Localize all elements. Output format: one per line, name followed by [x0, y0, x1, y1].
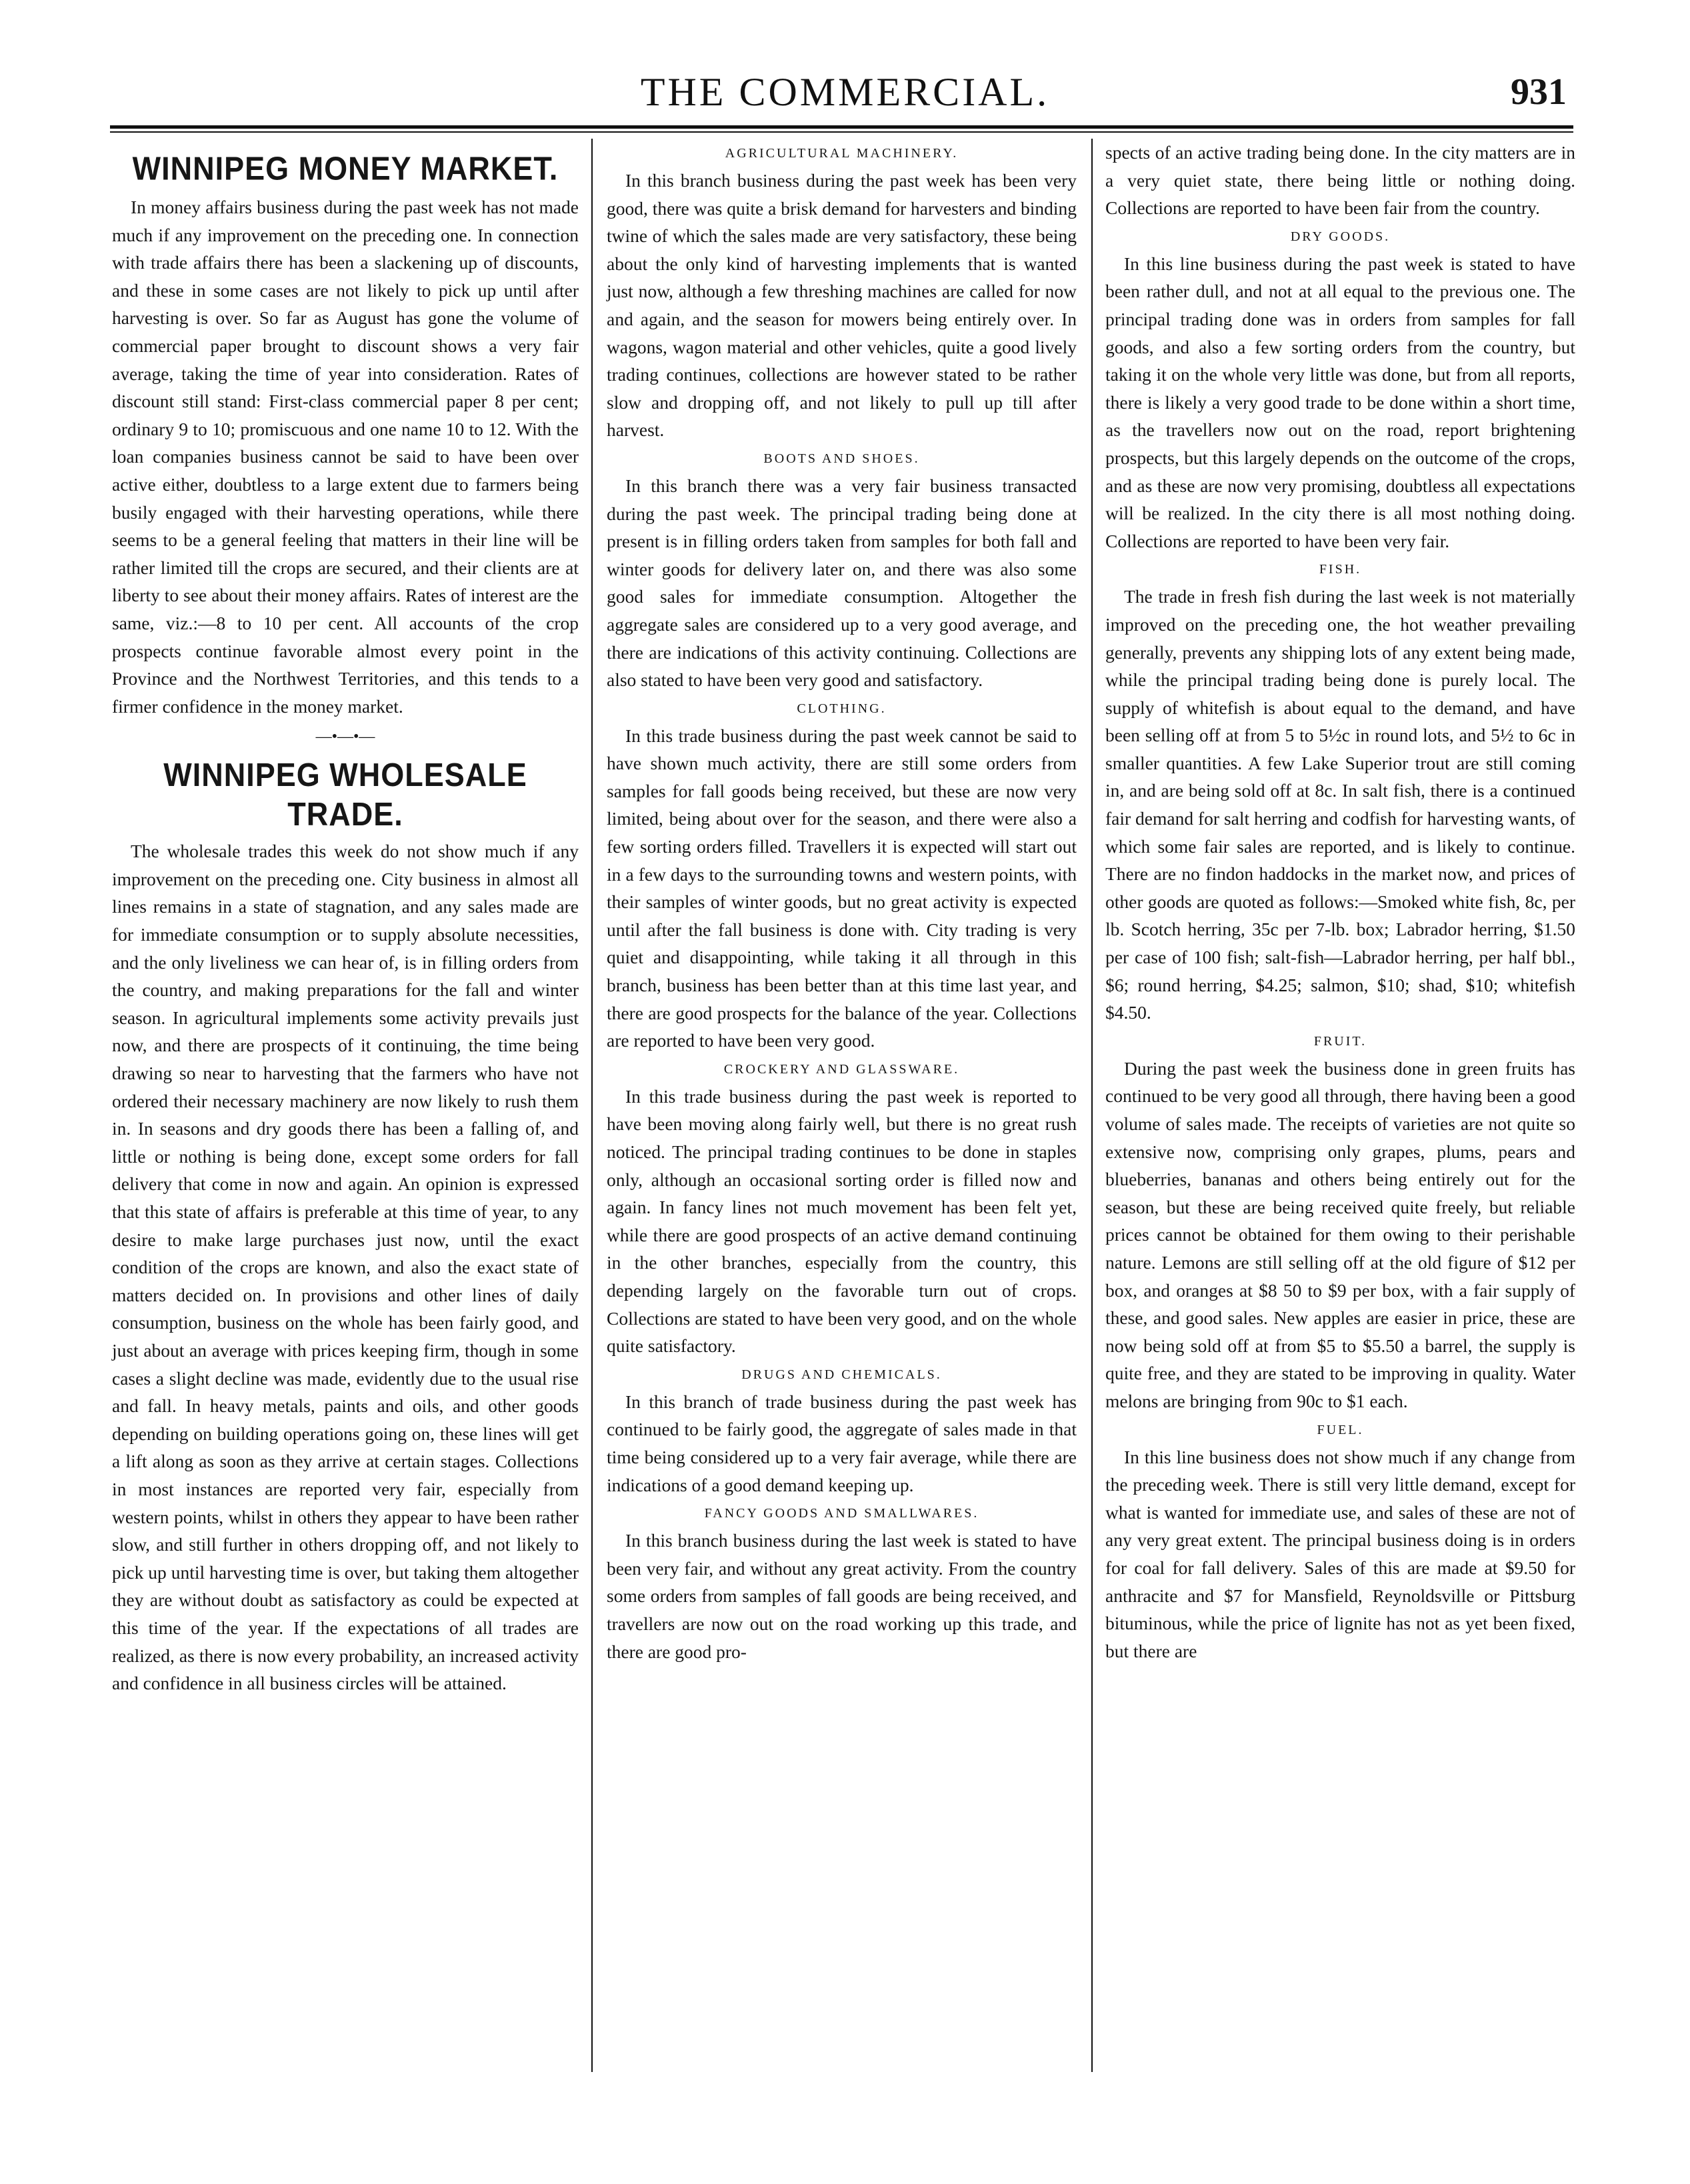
column-1	[112, 139, 579, 1697]
masthead	[110, 65, 1580, 119]
article-boots-shoes: In this branch there was a very fair business transacted during the past week. The principal trading being done at present is in filling orders taken from samples for both fall and winter goods for delivery later on, and there was also some good sales for immediate consumption. Altogether the aggregate sales are considered up to a very good average, and there are indications of this activity continuing. Collections are also stated to have been very good and satisfactory.	[607, 475, 1077, 691]
heading-fish: FISH.	[1319, 562, 1362, 577]
article-fancy-goods: In this branch business during the last week is stated to have been very fair, and without any great activity. From the country some orders from samples of fall goods are being received, and travellers are now out on the road working up this trade, and there are good pro-	[607, 1530, 1077, 1662]
section-ornament: —•—•—	[315, 728, 375, 746]
article-fancy-goods-continued: spects of an active trading being done. In the city matters are in a very quiet state, there being little or nothing doing. Collections are reported to have been fair from the country.	[1105, 142, 1575, 219]
heading-crockery-glassware: CROCKERY AND GLASSWARE.	[723, 1061, 960, 1077]
heading-fuel: FUEL.	[1317, 1422, 1364, 1437]
heading-clothing: CLOTHING.	[797, 701, 887, 716]
article-fruit: During the past week the business done in green fruits has continued to be very good all through, there having been a good volume of sales made. The receipts of varieties are not quite so extensive now, comprising only grapes, plums, pears and blueberries, bananas and others being entirely out for the season, but these are being received quite freely, but reliable prices cannot be obtained for them owing to their perishable nature. Lemons are still selling off at the old figure of $12 per box, and oranges at $8 50 to $9 per box, with a fair supply of these, and good sales. New apples are easier in price, these are now being sold off at from $5 to $5.50 a barrel, the supply is quite free, and they are stated to be improving in quality. Water melons are bringing from 90c to $1 each.	[1105, 1057, 1575, 1411]
page-number: 931	[1511, 71, 1567, 113]
article-crockery-glassware: In this trade business during the past week is reported to have been moving along fairly well, but there is no great rush noticed. The principal trading continues to be done in staples only, although an occasional sorting order is filled now and again. In fancy lines not much movement has been felt yet, while there are good prospects of an active demand continuing in the other branches, especially from the country, this depending largely on the favorable turn out of crops. Collections are stated to have been very good, and on the whole quite satisfactory.	[607, 1085, 1077, 1357]
column-rule-1	[591, 139, 593, 2072]
heading-boots-shoes: BOOTS AND SHOES.	[763, 451, 920, 466]
article-money-market: In money affairs business during the past week has not made much if any improvement on the preceding one. In connection with trade affairs there has been a slackening up of discounts, and these in some cases are not likely to pick up until after harvesting is over. So far as August has gone the volume of commercial paper brought to discount shows a very fair average, taking the time of year into consideration. Rates of discount still stand: First-class commercial paper 8 per cent; ordinary 9 to 10; promiscuous and one name 10 to 12. With the loan companies business cannot be said to have been over active either, doubtless to a large extent due to farmers being busily engaged with their harvesting operations, while there seems to be a general feeling that matters in their line will be rather limited till the crops are secured, and their clients are at liberty to see about their money affairs. Rates of interest are the same, viz.:—8 to 10 per cent. All accounts of the crop prospects continue favorable almost every point in the Province and the Northwest Territories, and this tends to a firmer confidence in the money market.	[112, 197, 579, 717]
article-clothing: In this trade business during the past week cannot be said to have shown much activity, there are still some orders from samples for fall goods being received, but these are now very limited, being about over for the season, and there were also a few sorting orders filled. Travellers it is expected will start out in a few days to the surrounding towns and western points, with their samples of winter goods, but no great activity is expected until after the fall business is done with. City trading is very quiet and disappointing, while taking it all through in this branch, business has been better than at this time last year, and there are good prospects for the balance of the year. Collections are reported to have been very good.	[607, 725, 1077, 1051]
column-3	[1105, 139, 1575, 1665]
heading-dry-goods: DRY GOODS.	[1290, 229, 1391, 244]
publication-title: THE COMMERCIAL.	[640, 70, 1050, 114]
header-rule-thick	[110, 125, 1573, 129]
article-dry-goods: In this line business during the past week is stated to have been rather dull, and not at all equal to the previous one. The principal trading done was in orders from samples for fall goods, and also a few sorting orders from the country, but taking it on the whole very little was done, but from all reports, there is likely a very good trade to be done within a short time, as the travellers now out on the road, report brightening prospects, but this largely depends on the outcome of the crops, and as these are now very promising, doubtless all expectations will be realized. In the city there is all most nothing doing. Collections are reported to have been very fair.	[1105, 253, 1575, 551]
article-fuel: In this line business does not show much if any change from the preceding week. There is still very little demand, except for what is wanted for immediate use, and sales of these are not of any very great extent. The principal business doing is in orders for coal for fall delivery. Sales of this are made at $9.50 for anthracite and $7 for Mansfield, Reynoldsville or Pittsburg bituminous, while the price of lignite has not as yet been fixed, but there are	[1105, 1446, 1575, 1661]
header-rule-thin	[110, 131, 1573, 133]
column-rule-2	[1091, 139, 1093, 2072]
article-wholesale-trade: The wholesale trades this week do not show much if any improvement on the preceding one. City business in almost all lines remains in a state of stagnation, and any sales made are for immediate consumption or to supply absolute necessities, and the only liveliness we can hear of, is in filling orders from the country, and making preparations for the fall and winter season. In agricultural implements some activity prevails just now, and there are prospects of it continuing, the time being drawing so near to harvesting that the farmers who have not ordered their necessary machinery are now likely to rush them in. In seasons and dry goods there has been a falling of, and little or nothing is being done, except some orders for fall delivery that come in now and again. An opinion is expressed that this state of affairs is preferable at this time of year, to any desire to make large purchases just now, until the exact condition of the crops are known, and also the exact state of matters decided on. In provisions and other lines of daily consumption, business on the whole has been fairly good, and just about an average with prices keeping firm, though in some cases a slight decline was made, evidently due to the usual rise and fall. In heavy metals, paints and oils, and other goods depending on building operations going on, these lines will get a lift along as soon as they arrive at certain stages. Collections in most instances are reported very fair, especially from western points, whilst in others they appear to have been rather slow, and still further in others dropping off, and not likely to pick up until harvesting time is over, but taking them altogether they are without doubt as satisfactory as could be expected at this time of the year. If the expectations of all trades are realized, as there is now every probability, an increased activity and confidence in all business circles will be attained.	[112, 841, 579, 1694]
heading-fancy-goods: FANCY GOODS AND SMALLWARES.	[704, 1506, 979, 1521]
heading-fruit: FRUIT.	[1313, 1033, 1367, 1049]
heading-wholesale-trade: WINNIPEG WHOLESALE TRADE.	[163, 755, 527, 833]
article-fish: The trade in fresh fish during the last week is not materially improved on the preceding one, the hot weather prevailing generally, prevents any shipping lots of any extent being made, while the principal trading being done is purely local. The supply of whitefish is about equal to the demand, and have been selling off at from 5 to 5½c in round lots, and 5½ to 6c in smaller quantities. A few Lake Superior trout are still coming in, and are being sold off at 8c. In salt fish, there is a continued fair demand for salt herring and codfish for harvesting wants, of which some fair sales are reported, and is likely to continue. There are no findon haddocks in the market now, and prices of other goods are quoted as follows:—Smoked white fish, 8c, per lb. Scotch herring, 35c per 7-lb. box; Labrador herring, $1.50 per case of 100 fish; salt-fish—Labrador herring, per half bbl., $6; round herring, $4.25; salmon, $10; shad, $10; whitefish $4.50.	[1105, 586, 1575, 1023]
heading-drugs-chemicals: DRUGS AND CHEMICALS.	[741, 1367, 942, 1382]
article-drugs-chemicals: In this branch of trade business during the past week has continued to be fairly good, the aggregate of sales made in that time being considered up to a very fair average, while there are indications of a good demand keeping up.	[607, 1391, 1077, 1495]
article-agricultural-machinery: In this branch business during the past week has been very good, there was quite a brisk demand for harvesters and binding twine of which the sales made are very satisfactory, these being about the only kind of harvesting implements that is wanted just now, although a few threshing machines are called for now and again, and the season for mowers being entirely over. In wagons, wagon material and other vehicles, quite a good lively trading continues, collections are however stated to be rather slow and dropping off, and not likely to pull up till after harvest.	[607, 170, 1077, 441]
heading-money-market: WINNIPEG MONEY MARKET.	[132, 149, 559, 187]
column-2	[607, 139, 1077, 1665]
heading-agricultural-machinery: AGRICULTURAL MACHINERY.	[725, 146, 959, 161]
